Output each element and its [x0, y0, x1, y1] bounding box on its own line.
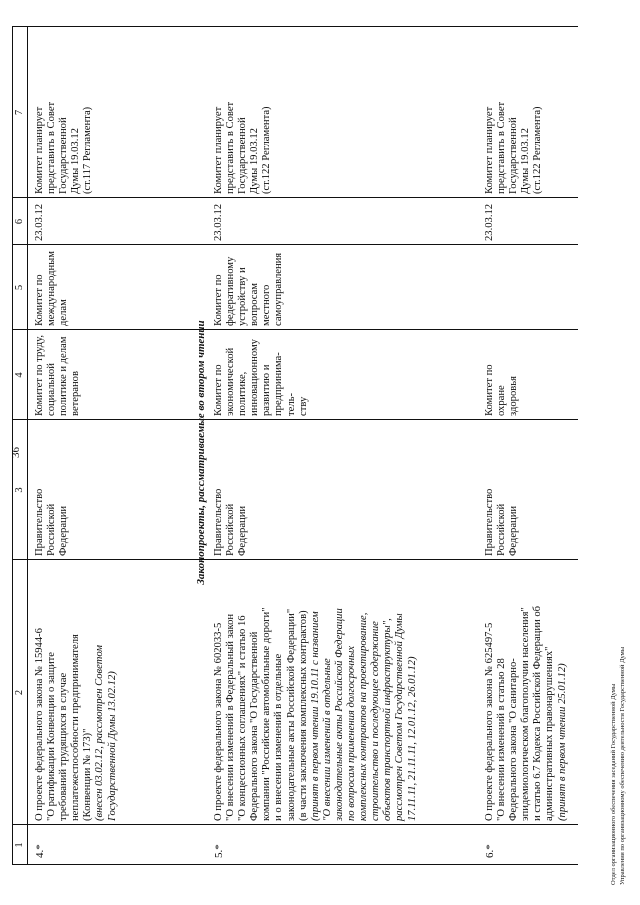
- co-line: международным: [46, 251, 58, 326]
- project-line: "О концессионных соглашениях" и статью 16: [237, 615, 249, 821]
- project-line: "О внесении изменений в статью 28: [496, 658, 508, 821]
- note-line: Комитет планирует: [484, 106, 495, 194]
- table-column-border: [12, 197, 578, 198]
- project-line: 17.11.11, 21.11.11, 12.01.12, 26.01.12): [406, 656, 418, 821]
- responsible-committee-cell: [34, 332, 82, 416]
- note-line: Государственной: [58, 117, 70, 194]
- responsible-line: ветеранов: [70, 371, 82, 416]
- project-line: законодательные акты Российской Федерации: [333, 608, 345, 821]
- co-line: самоуправления: [273, 252, 285, 326]
- note-cell: [213, 29, 273, 194]
- note-line: Комитет планирует: [213, 106, 224, 194]
- responsible-line: развитию и: [261, 364, 273, 416]
- co-line: устройству и: [237, 267, 249, 326]
- project-line: строительство и последующее содержание: [370, 621, 382, 821]
- project-line: компании "Российские автомобильные дороги": [261, 607, 273, 821]
- initiator-line: Российской: [496, 503, 508, 556]
- initiator-line: Федерации: [237, 505, 249, 556]
- project-line: (принят в первом чтении 25.01.12): [556, 663, 568, 821]
- co-executor-cell: [34, 247, 70, 326]
- note-line: представить в Совет: [46, 101, 58, 194]
- co-executor-cell: [213, 247, 286, 326]
- project-line: законодательные акты Российской Федерации": [285, 608, 297, 821]
- page-number: 36: [10, 447, 22, 458]
- table-column-border: [12, 26, 578, 27]
- initiator-cell: [34, 422, 70, 556]
- table-header-border: [27, 27, 28, 865]
- project-line: Государственной Думы 13.02.12): [106, 671, 118, 821]
- co-line: федеративному: [225, 256, 237, 326]
- table-column-border: [12, 559, 578, 560]
- note-line: Думы 19.03.12: [520, 128, 532, 194]
- co-line: делам: [58, 299, 70, 326]
- co-line: вопросам местного: [249, 283, 273, 326]
- project-line: комплексных контрактов на проектирование,: [358, 612, 370, 821]
- responsible-line: ству: [297, 396, 309, 416]
- project-line: административных правонарушениях": [544, 646, 556, 821]
- table-column-border: [12, 419, 578, 420]
- project-line: "О внесении изменений в отдельные: [321, 658, 333, 821]
- table-column-border: [12, 329, 578, 330]
- responsible-line: политике и делам: [58, 336, 70, 416]
- footer-line-2: Управления по организационному обеспечению деятельности Государственной Думы: [619, 646, 626, 885]
- column-number-5: 5: [14, 284, 25, 291]
- initiator-cell: [213, 422, 249, 556]
- date-cell: 23.03.12: [484, 203, 495, 241]
- co-line: Комитет по: [34, 274, 45, 326]
- project-line: неплатежеспособности предпринимателя: [70, 634, 82, 821]
- column-number-6: 6: [14, 218, 25, 225]
- project-line: О проекте федерального закона № 602033-5: [213, 622, 224, 821]
- initiator-line: Федерации: [58, 505, 70, 556]
- project-line: рассмотрен Советом Государственной Думы: [394, 613, 406, 821]
- date-cell: 23.03.12: [34, 203, 45, 241]
- responsible-line: политике,: [237, 371, 249, 416]
- column-number-3: 3: [14, 487, 25, 493]
- project-line: и о внесении изменений в отдельные: [273, 653, 285, 821]
- note-line: Комитет планирует: [34, 106, 45, 194]
- row-number: 6.*: [484, 844, 496, 858]
- project-line: Федерального закона "О Государственной: [249, 631, 261, 821]
- project-cell: [213, 562, 419, 821]
- initiator-line: Российской: [225, 503, 237, 556]
- note-cell: [34, 29, 94, 194]
- column-number-4: 4: [14, 372, 25, 378]
- responsible-line: инновационному: [249, 339, 261, 416]
- initiator-line: Правительство: [484, 488, 495, 556]
- footer-line-1: Отдел организационного обеспечения заседаний Государственной Думы: [610, 683, 617, 885]
- project-line: (в части заключения комплексных контрактов): [297, 610, 309, 821]
- responsible-line: предпринима-тель-: [273, 352, 297, 416]
- initiator-line: Федерации: [508, 505, 520, 556]
- table-top-border: [12, 27, 13, 865]
- note-line: Государственной: [508, 117, 520, 194]
- responsible-committee-cell: [484, 332, 520, 416]
- column-number-1: 1: [14, 842, 25, 848]
- note-line: (ст.122 Регламента): [261, 106, 273, 194]
- table-column-border: [12, 244, 578, 245]
- project-cell: [34, 562, 119, 821]
- row-number: 5.*: [213, 844, 225, 858]
- project-line: "О ратификации Конвенции о защите: [46, 652, 58, 821]
- row-number: 4.*: [34, 844, 46, 858]
- project-line: эпидемиологическом благополучии населения": [520, 607, 532, 821]
- project-line: "О внесении изменений в Федеральный закон: [225, 613, 237, 821]
- table-column-border: [12, 864, 578, 865]
- project-line: (Конвенции № 173)": [82, 728, 94, 821]
- initiator-line: Правительство: [213, 488, 224, 556]
- note-line: представить в Совет: [496, 101, 508, 194]
- note-line: Думы 19.03.12: [249, 128, 261, 194]
- note-line: представить в Совет: [225, 101, 237, 194]
- project-line: по вопросам применения долгосрочных: [346, 645, 358, 821]
- co-line: Комитет по: [213, 274, 224, 326]
- date-cell: 23.03.12: [213, 203, 224, 241]
- note-cell: [484, 29, 544, 194]
- initiator-line: Правительство: [34, 488, 45, 556]
- note-line: (ст.117 Регламента): [82, 106, 94, 194]
- responsible-committee-cell: [213, 332, 310, 416]
- table-column-border: [12, 824, 578, 825]
- responsible-line: здоровья: [508, 376, 520, 416]
- project-line: Федерального закона "О санитарно-: [508, 658, 520, 821]
- project-line: объектов транспортной инфраструктуры",: [382, 618, 394, 821]
- note-line: Думы 19.03.12: [70, 128, 82, 194]
- project-line: (принят в первом чтении 19.10.11 с названием: [309, 611, 321, 821]
- project-line: требований трудящихся в случае: [58, 672, 70, 821]
- note-line: Государственной: [237, 117, 249, 194]
- project-line: (внесен 03.02.12, рассмотрен Советом: [94, 645, 106, 821]
- column-number-7: 7: [14, 109, 25, 116]
- responsible-line: Комитет по труду,: [34, 334, 45, 416]
- project-line: и статью 6.7 Кодекса Российской Федерации об: [532, 605, 544, 821]
- responsible-line: Комитет по охране: [484, 364, 508, 416]
- initiator-line: Российской: [46, 503, 58, 556]
- responsible-line: социальной: [46, 363, 58, 416]
- section-heading: Законопроекты, рассматриваемые во втором чтении: [195, 320, 207, 585]
- project-cell: [484, 562, 569, 821]
- note-line: (ст.122 Регламента): [532, 106, 544, 194]
- responsible-line: экономической: [225, 347, 237, 416]
- project-line: О проекте федерального закона № 625497-5: [484, 622, 495, 821]
- initiator-cell: [484, 422, 520, 556]
- project-line: О проекте федерального закона № 15944-6: [34, 628, 45, 821]
- column-number-2: 2: [14, 689, 25, 696]
- responsible-line: Комитет по: [213, 364, 224, 416]
